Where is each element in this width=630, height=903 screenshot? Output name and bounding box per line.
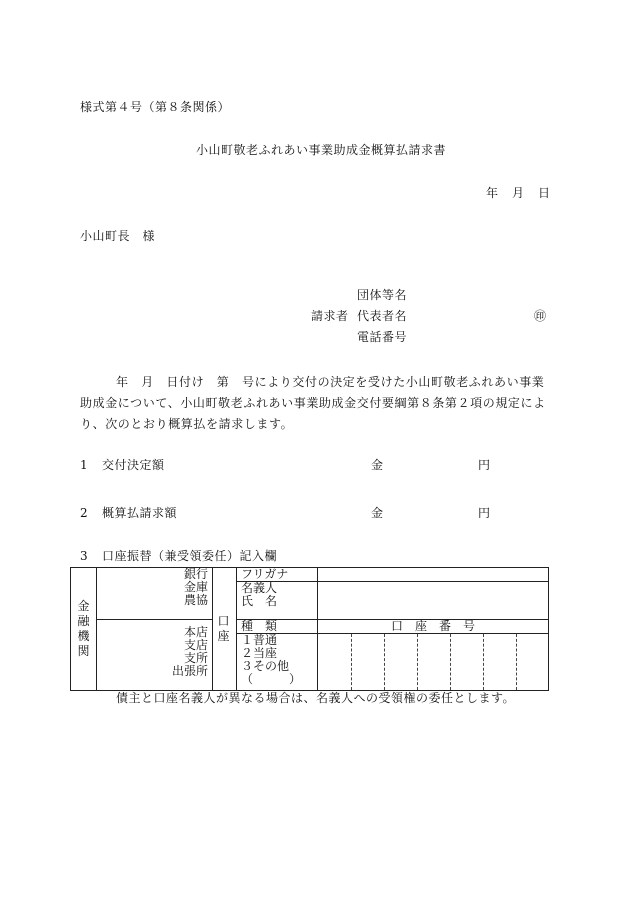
account-type-ordinary[interactable]: １普通 [241, 633, 278, 647]
branch-type-office: 出張所 [171, 664, 208, 678]
branch-type-sub: 支所 [183, 651, 208, 665]
request-body-text: 年 月 日付け 第 号により交付の決定を受けた小山町敬老ふれあい事業助成金について、小山町敬老ふれあい事業助成金交付要綱第８条第２項の規定により、次のとおり概算払を請求します。 [80, 375, 546, 431]
account-type-current[interactable]: ２当座 [241, 646, 278, 660]
representative-label: 代表者名 [357, 309, 408, 323]
item-2-number: 2 [80, 506, 89, 520]
org-name-label: 団体等名 [357, 288, 408, 302]
phone-label: 電話番号 [357, 330, 408, 344]
bank-type-shinkin: 金庫 [183, 580, 208, 594]
addressee: 小山町長 様 [80, 229, 156, 243]
bank-type-bank: 銀行 [183, 567, 208, 581]
section-3-number: 3 [80, 549, 89, 563]
bank-type-cell[interactable] [97, 568, 213, 620]
account-type-options[interactable] [237, 634, 318, 691]
account-type-label: 種 類 [237, 620, 318, 634]
account-table [70, 567, 549, 691]
document-title: 小山町敬老ふれあい事業助成金概算払請求書 [196, 143, 447, 157]
bank-type-ja: 農協 [183, 593, 208, 607]
item-2-prefix: 金 [371, 506, 384, 520]
branch-type-main: 本店 [183, 625, 208, 639]
seal-mark: ㊞ [534, 309, 547, 323]
furigana-field[interactable] [318, 568, 549, 582]
item-1-label: 交付決定額 [102, 458, 165, 472]
item-1-prefix: 金 [371, 458, 384, 472]
holder-name-field[interactable] [318, 582, 549, 620]
item-1-unit: 円 [478, 458, 491, 472]
branch-type-branch: 支店 [183, 638, 208, 652]
holder-name-label: 名義人 氏 名 [237, 582, 318, 620]
item-2-label: 概算払請求額 [102, 506, 178, 520]
item-2-unit: 円 [478, 506, 491, 520]
requester-label: 請求者 [311, 309, 349, 323]
item-1-number: 1 [80, 458, 89, 472]
financial-institution-label: 金融機関 [71, 568, 97, 691]
account-label: 口座 [213, 568, 237, 691]
section-3-label: 口座振替（兼受領委任）記入欄 [102, 549, 278, 563]
date-line: 年 月 日 [486, 186, 552, 200]
account-type-other[interactable]: ３その他 [241, 659, 290, 673]
footer-note: 債主と口座名義人が異なる場合は、名義人への受領権の委任とします。 [116, 691, 516, 705]
account-number-label: 口 座 番 号 [318, 620, 549, 634]
account-type-other-detail[interactable]: （ ） [241, 672, 302, 686]
branch-type-cell[interactable] [97, 620, 213, 691]
furigana-label: フリガナ [237, 568, 318, 582]
form-number: 様式第４号（第８条関係） [80, 100, 231, 114]
account-number-field[interactable] [318, 634, 549, 691]
